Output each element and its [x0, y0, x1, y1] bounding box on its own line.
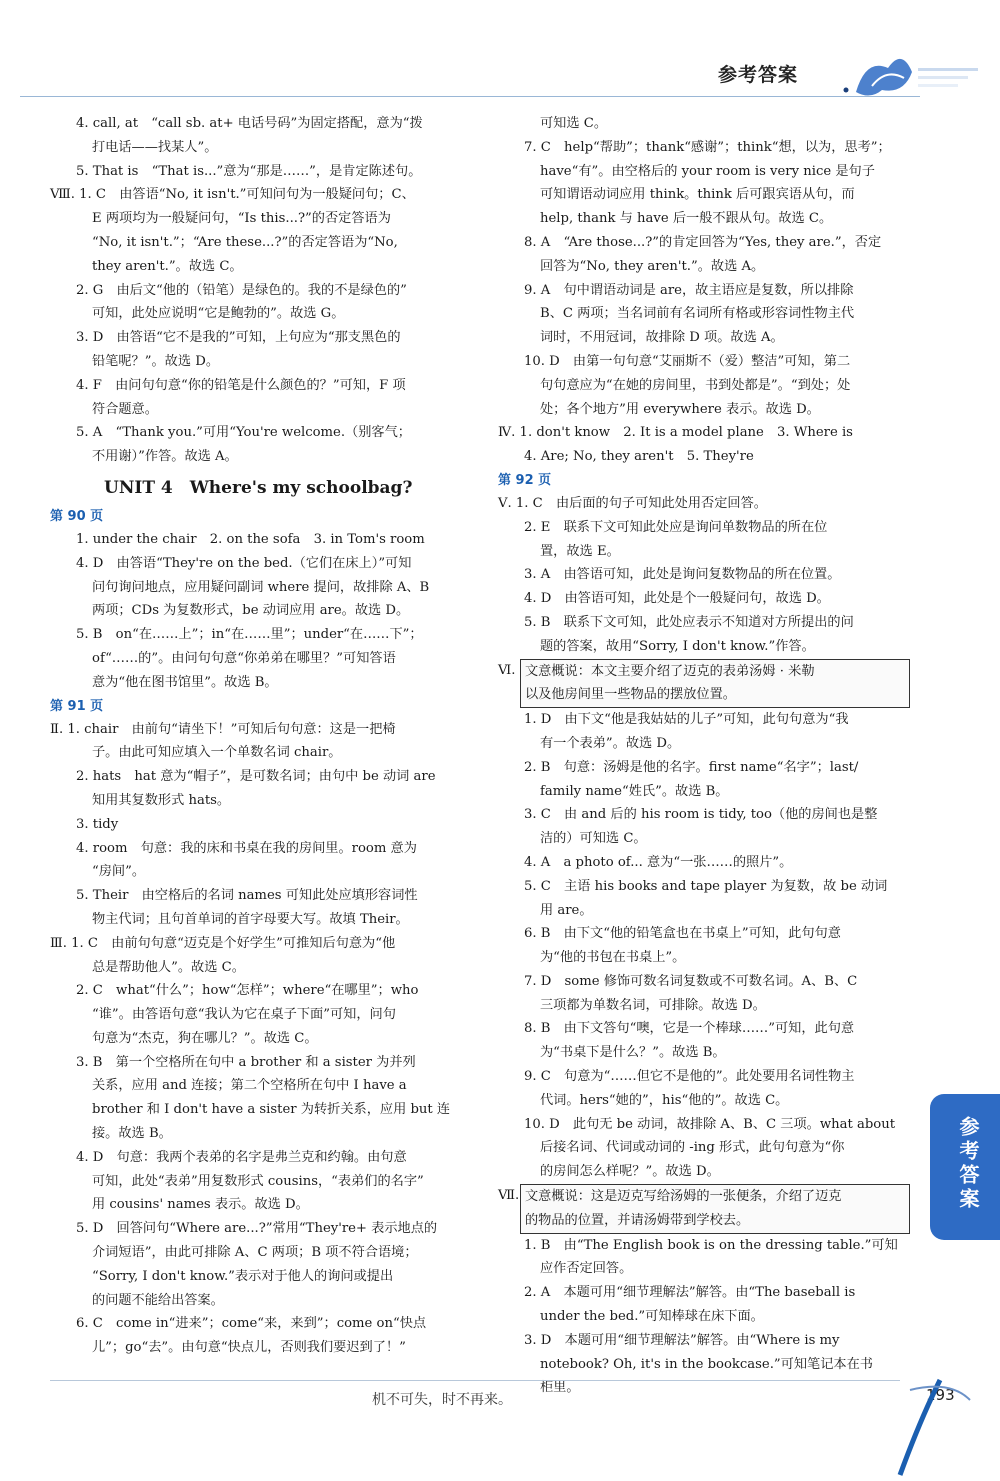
answer-text: 5. Their 由空格后的名词 names 可知此处应填形容词性 — [76, 888, 418, 904]
header-decoration-icon — [842, 38, 982, 108]
answer-line — [50, 599, 470, 623]
answer-text: 9. C 句意为“……但它不是他的”。此处要用名词性物主 — [524, 1069, 855, 1085]
answer-text: 接。故选 B。 — [92, 1126, 172, 1142]
right-column — [498, 112, 908, 1400]
answer-line — [50, 765, 470, 789]
answer-text: 的问题不能给出答案。 — [92, 1292, 224, 1308]
answer-text: 5. B on“在……上”；in“在……里”；under“在……下”； — [76, 627, 423, 643]
answer-line — [498, 780, 908, 804]
answer-line — [498, 1234, 908, 1258]
answer-text: 可知，此处应说明“它是鲍勃的”。故选 G。 — [92, 306, 345, 322]
answer-text: 4. Are; No, they aren't 5. They're — [524, 449, 754, 465]
answer-line — [50, 1289, 470, 1313]
answer-text: 5. B 联系下文可知，此处应表示不知道对方所提出的问 — [524, 614, 854, 630]
answer-line — [498, 563, 908, 587]
answer-text: 为“他的书包在书桌上”。 — [540, 950, 686, 966]
answer-text: 词时，不用冠词，故排除 D 项。故选 A。 — [540, 330, 784, 346]
answer-line — [50, 1003, 470, 1027]
answer-line — [50, 860, 470, 884]
answer-line — [498, 1136, 908, 1160]
answer-text: 处；各个地方”用 everywhere 表示。故选 D。 — [540, 401, 820, 417]
answer-line — [50, 908, 470, 932]
answer-line — [50, 1074, 470, 1098]
answer-line — [498, 851, 908, 875]
answer-text: 3. D 由答语“它不是我的”可知，上句应为“那支黑色的 — [76, 330, 401, 346]
answer-text: “房间”。 — [92, 864, 146, 880]
answer-text: 物主代词；且句首单词的首字母要大写。故填 Their。 — [92, 911, 409, 927]
answer-line — [498, 398, 908, 422]
answer-text: 5. That is “That is...”意为“那是……”，是肯定陈述句。 — [76, 163, 422, 179]
summary-block — [498, 659, 908, 709]
answer-text: 7. D some 修饰可数名词复数或不可数名词。A、B、C — [524, 973, 858, 989]
answer-text: 应作否定回答。 — [540, 1261, 633, 1277]
answer-text: 4. D 由答语“They're on the bed.（它们在床上）”可知 — [76, 555, 412, 571]
answer-text: 用 cousins' names 表示。故选 D。 — [92, 1197, 309, 1213]
answer-text: 可知，此处“表弟”用复数形式 cousins，“表弟们的名字” — [92, 1173, 424, 1189]
summary-line: 文意概说：本文主要介绍了迈克的表弟汤姆 · 米勒 — [525, 663, 815, 679]
answer-text: 介词短语”，由此可排除 A、C 两项；B 项不符合语境； — [92, 1245, 418, 1261]
answer-text: Ⅷ. 1. C 由答语“No, it isn't.”可知问句为一般疑问句；C、 — [50, 187, 415, 203]
answer-text: 1. D 由下文“他是我姑姑的儿子”可知，此句句意为“我 — [524, 712, 849, 728]
answer-line — [50, 552, 470, 576]
answer-line — [50, 1027, 470, 1051]
answer-line — [498, 732, 908, 756]
answer-text: 后接名词、代词或动词的 -ing 形式，此句句意为“你 — [540, 1140, 845, 1156]
answer-text: 题的答案，故用“Sorry, I don't know.”作答。 — [540, 638, 815, 654]
side-tab — [930, 1094, 1000, 1240]
answer-text: 可知选 C。 — [540, 116, 608, 131]
left-column — [50, 112, 470, 1360]
answer-line — [498, 492, 908, 516]
answer-line — [50, 718, 470, 742]
answer-text: 4. call, at “call sb. at+ 电话号码”为固定搭配，意为“拨 — [76, 116, 423, 131]
answer-text: 句句意应为“在她的房间里，书到处都是”。“到处；处 — [540, 377, 851, 393]
answer-text: family name“姓氏”。故选 B。 — [540, 783, 729, 799]
answer-line — [498, 899, 908, 923]
answer-line — [498, 827, 908, 851]
answer-text: Ⅴ. 1. C 由后面的句子可知此处用否定回答。 — [498, 495, 767, 511]
summary-line: 文意概说：这是迈克写给汤姆的一张便条，介绍了迈克 — [525, 1189, 842, 1205]
answer-line — [50, 932, 470, 956]
section-label: Ⅵ. — [498, 662, 516, 678]
answer-text: 2. E 联系下文可知此处应是询问单数物品的所在位 — [524, 519, 828, 535]
answer-line — [498, 516, 908, 540]
answer-line — [50, 1122, 470, 1146]
answer-text: 有一个表弟”。故选 D。 — [540, 735, 681, 751]
answer-text: 知用其复数形式 hats。 — [92, 792, 231, 808]
answer-line — [498, 326, 908, 350]
answer-text: they aren't.”。故选 C。 — [92, 258, 243, 274]
answer-line — [498, 1353, 908, 1377]
answer-line — [50, 255, 470, 279]
answer-text: 句意为“杰克，狗在哪儿？”。故选 C。 — [92, 1030, 318, 1046]
answer-line — [498, 1305, 908, 1329]
answer-text: 子。由此可知应填入一个单数名词 chair。 — [92, 745, 342, 761]
answer-text: 7. C help“帮助”；thank“感谢”；think“想，以为，思考”； — [524, 139, 891, 155]
answer-text: 总是帮助他人”。故选 C。 — [92, 959, 245, 975]
answer-line — [498, 183, 908, 207]
answer-text: 4. F 由问句句意“你的铅笔是什么颜色的？”可知，F 项 — [76, 377, 406, 393]
answer-text: 3. D 本题可用“细节理解法”解答。由“Where is my — [524, 1332, 840, 1348]
answer-line — [498, 540, 908, 564]
answer-line — [498, 946, 908, 970]
answer-line — [50, 1098, 470, 1122]
answer-text: 用 are。 — [540, 902, 593, 918]
answer-line — [498, 1017, 908, 1041]
header-title: 参考答案 — [718, 64, 799, 86]
answer-line — [50, 445, 470, 469]
answer-line — [50, 1241, 470, 1265]
answer-line — [50, 671, 470, 695]
answer-text: “谁”。由答语句意“我认为它在桌子下面”可知，问句 — [92, 1007, 396, 1023]
answer-line — [498, 587, 908, 611]
answer-line — [498, 1065, 908, 1089]
answer-line — [498, 1041, 908, 1065]
footer-rule — [50, 1380, 900, 1381]
answer-text: 5. D 回答问句“Where are...?”常用“They're+ 表示地点的 — [76, 1221, 438, 1237]
answer-line — [498, 160, 908, 184]
page-number: 193 — [926, 1386, 955, 1404]
answer-text: 为“书桌下是什么？”。故选 B。 — [540, 1045, 726, 1061]
answer-text: 代词。hers“她的”，his“他的”。故选 C。 — [540, 1092, 789, 1108]
answer-line — [50, 741, 470, 765]
answer-line — [498, 302, 908, 326]
answer-text: under the bed.”可知棒球在床下面。 — [540, 1309, 764, 1325]
answer-line — [498, 136, 908, 160]
answer-line — [50, 884, 470, 908]
summary-box — [520, 1184, 910, 1234]
answer-line — [50, 350, 470, 374]
answer-text: 两项；CDs 为复数形式，be 动词应用 are。故选 D。 — [92, 603, 410, 619]
answer-line — [50, 979, 470, 1003]
answer-line — [50, 207, 470, 231]
answer-line — [50, 279, 470, 303]
answer-text: 4. D 句意：我两个表弟的名字是弗兰克和约翰。由句意 — [76, 1149, 407, 1165]
answer-line — [50, 813, 470, 837]
answer-line — [50, 1336, 470, 1360]
answer-line — [50, 576, 470, 600]
side-tab-label: 参考答案 — [956, 1116, 980, 1212]
answer-line — [50, 1193, 470, 1217]
answer-line — [498, 231, 908, 255]
answer-line — [498, 350, 908, 374]
answer-text: 6. B 由下文“他的铅笔盒也在书桌上”可知，此句句意 — [524, 926, 841, 942]
answer-text: 置，故选 E。 — [540, 543, 620, 559]
answer-line — [498, 875, 908, 899]
page-label: 第 91 页 — [50, 698, 104, 714]
summary-line: 以及他房间里一些物品的摆放位置。 — [525, 687, 736, 703]
answer-text: 儿”；go“去”。由句意“快点儿，否则我们要迟到了！” — [92, 1340, 406, 1356]
answer-text: 意为“他在图书馆里”。故选 B。 — [92, 674, 278, 690]
answer-text: 柜里。 — [540, 1380, 580, 1396]
answer-line — [50, 326, 470, 350]
answer-text: 4. D 由答语可知，此处是个一般疑问句，故选 D。 — [524, 591, 830, 607]
answer-text: 不用谢）”作答。故选 A。 — [92, 449, 238, 465]
answer-line — [498, 279, 908, 303]
answer-text: 洁的）可知选 C。 — [540, 831, 647, 847]
answer-line — [50, 789, 470, 813]
summary-line: 的物品的位置，并请汤姆带到学校去。 — [525, 1212, 750, 1228]
answer-line — [498, 922, 908, 946]
answer-text: 3. tidy — [76, 816, 119, 832]
answer-line — [50, 1170, 470, 1194]
header-rule — [20, 96, 920, 97]
answer-line — [50, 160, 470, 184]
answer-text: 9. A 句中谓语动词是 are，故主语应是复数，所以排除 — [524, 282, 854, 298]
answer-text: 10. D 此句无 be 动词，故排除 A、B、C 三项。what about — [524, 1116, 896, 1132]
section-label: Ⅶ. — [498, 1188, 520, 1204]
answer-line — [498, 374, 908, 398]
answer-text: E 两项均为一般疑问句，“Is this...?”的否定答语为 — [92, 211, 391, 227]
answer-line — [50, 1051, 470, 1075]
answer-line — [50, 956, 470, 980]
answer-line — [50, 302, 470, 326]
answer-line — [498, 207, 908, 231]
answer-line — [50, 374, 470, 398]
answer-line — [498, 970, 908, 994]
answer-line — [50, 528, 470, 552]
answer-text: 符合题意。 — [92, 401, 158, 417]
answer-text: 2. C what“什么”；how“怎样”；where“在哪里”；who — [76, 983, 419, 999]
answer-text: 1. B 由“The English book is on the dressing table.”可知 — [524, 1237, 898, 1253]
answer-line — [498, 611, 908, 635]
answer-text: 可知谓语动词应用 think。think 后可跟宾语从句，而 — [540, 187, 855, 203]
answer-text: 3. C 由 and 后的 his room is tidy, too（他的房间也是整 — [524, 807, 878, 823]
page-label: 第 90 页 — [50, 508, 104, 524]
summary-box — [520, 659, 910, 709]
answer-text: 1. under the chair 2. on the sofa 3. in Tom's room — [76, 531, 425, 547]
answer-line — [498, 1281, 908, 1305]
answer-text: help, thank 与 have 后一般不跟从句。故选 C。 — [540, 211, 833, 227]
answer-text: 5. C 主语 his books and tape player 为复数，故 be 动词 — [524, 878, 888, 894]
answer-line — [498, 1160, 908, 1184]
answer-line — [50, 1265, 470, 1289]
footer-motto: 机不可失，时不再来。 — [372, 1392, 512, 1408]
answer-line — [50, 231, 470, 255]
answer-text: 6. C come in“进来”；come“来，来到”；come on“快点 — [76, 1316, 427, 1332]
answer-text: 问句询问地点，应用疑问副词 where 提问，故排除 A、B — [92, 579, 430, 595]
answer-line — [50, 112, 470, 136]
answer-text: 8. B 由下文答句“噢，它是一个棒球……”可知，此句意 — [524, 1021, 855, 1037]
answer-line — [50, 1146, 470, 1170]
answer-line — [498, 803, 908, 827]
answer-line — [498, 1257, 908, 1281]
answer-text: 打电话——找某人”。 — [92, 139, 218, 155]
page-swoosh-icon — [880, 1370, 980, 1481]
answer-text: 5. A “Thank you.”可用“You're welcome.（别客气； — [76, 425, 411, 441]
answer-text: notebook? Oh, it's in the bookcase.”可知笔记本在书 — [540, 1356, 873, 1372]
answer-line — [498, 421, 908, 445]
answer-text: “Sorry, I don't know.”表示对于他人的询问或提出 — [92, 1268, 394, 1284]
answer-text: 回答为“No, they aren't.”。故选 A。 — [540, 258, 765, 274]
answer-text: 4. room 句意：我的床和书桌在我的房间里。room 意为 — [76, 840, 417, 856]
answer-text: 4. A a photo of... 意为“一张……的照片”。 — [524, 854, 793, 870]
answer-text: 三项都为单数名词，可排除。故选 D。 — [540, 997, 766, 1013]
answer-text: B、C 两项；当名词前有名词所有格或形容词性物主代 — [540, 306, 855, 322]
answer-line — [498, 635, 908, 659]
answer-text: 10. D 由第一句句意“艾丽斯不（爱）整洁”可知，第二 — [524, 353, 851, 369]
answer-text: 2. B 句意：汤姆是他的名字。first name“名字”；last/ — [524, 759, 859, 775]
summary-block — [498, 1184, 908, 1234]
answer-line — [498, 1089, 908, 1113]
answer-text: 2. A 本题可用“细节理解法”解答。由“The baseball is — [524, 1285, 856, 1301]
answer-text: Ⅲ. 1. C 由前句句意“迈克是个好学生”可推知后句意为“他 — [50, 935, 396, 951]
answer-text: of“……的”。由问句句意“你弟弟在哪里？”可知答语 — [92, 650, 396, 666]
answer-line — [50, 421, 470, 445]
answer-line — [50, 647, 470, 671]
answer-line — [50, 136, 470, 160]
answer-text: “No, it isn't.”；“Are these...?”的否定答语为“No, — [92, 234, 398, 250]
answer-line — [498, 994, 908, 1018]
answer-line — [498, 1113, 908, 1137]
answer-text: 的房间怎么样呢？”。故选 D。 — [540, 1164, 720, 1180]
unit-title: UNIT 4 Where's my schoolbag? — [104, 477, 413, 498]
answer-line — [50, 1217, 470, 1241]
answer-line — [50, 837, 470, 861]
answer-line — [498, 1329, 908, 1353]
answer-line — [50, 398, 470, 422]
answer-line — [50, 1312, 470, 1336]
answer-text: 2. G 由后文“他的（铅笔）是绿色的。我的不是绿色的” — [76, 282, 407, 298]
answer-text: 3. A 由答语可知，此处是询问复数物品的所在位置。 — [524, 567, 841, 583]
answer-text: 铅笔呢？”。故选 D。 — [92, 353, 220, 369]
answer-line — [498, 756, 908, 780]
answer-text: 8. A “Are those...?”的肯定回答为“Yes, they are.”，否定 — [524, 234, 882, 250]
answer-line — [498, 255, 908, 279]
answer-text: 2. hats hat 意为“帽子”，是可数名词；由句中 be 动词 are — [76, 769, 436, 785]
answer-line — [498, 445, 908, 469]
answer-text: 关系，应用 and 连接；第二个空格所在句中 I have a — [92, 1078, 407, 1094]
answer-text: brother 和 I don't have a sister 为转折关系，应用 but 连 — [92, 1102, 451, 1118]
answer-line — [498, 708, 908, 732]
answer-line — [50, 623, 470, 647]
answer-text: 3. B 第一个空格所在句中 a brother 和 a sister 为并列 — [76, 1054, 416, 1070]
answer-line — [498, 112, 908, 136]
page-label: 第 92 页 — [498, 472, 552, 488]
answer-text: have“有”。由空格后的 your room is very nice 是句子 — [540, 163, 875, 179]
page-header — [0, 0, 1000, 110]
answer-line — [50, 183, 470, 207]
answer-text: Ⅳ. 1. don't know 2. It is a model plane 3. Where is — [498, 425, 853, 441]
answer-text: Ⅱ. 1. chair 由前句“请坐下！”可知后句句意：这是一把椅 — [50, 721, 396, 737]
